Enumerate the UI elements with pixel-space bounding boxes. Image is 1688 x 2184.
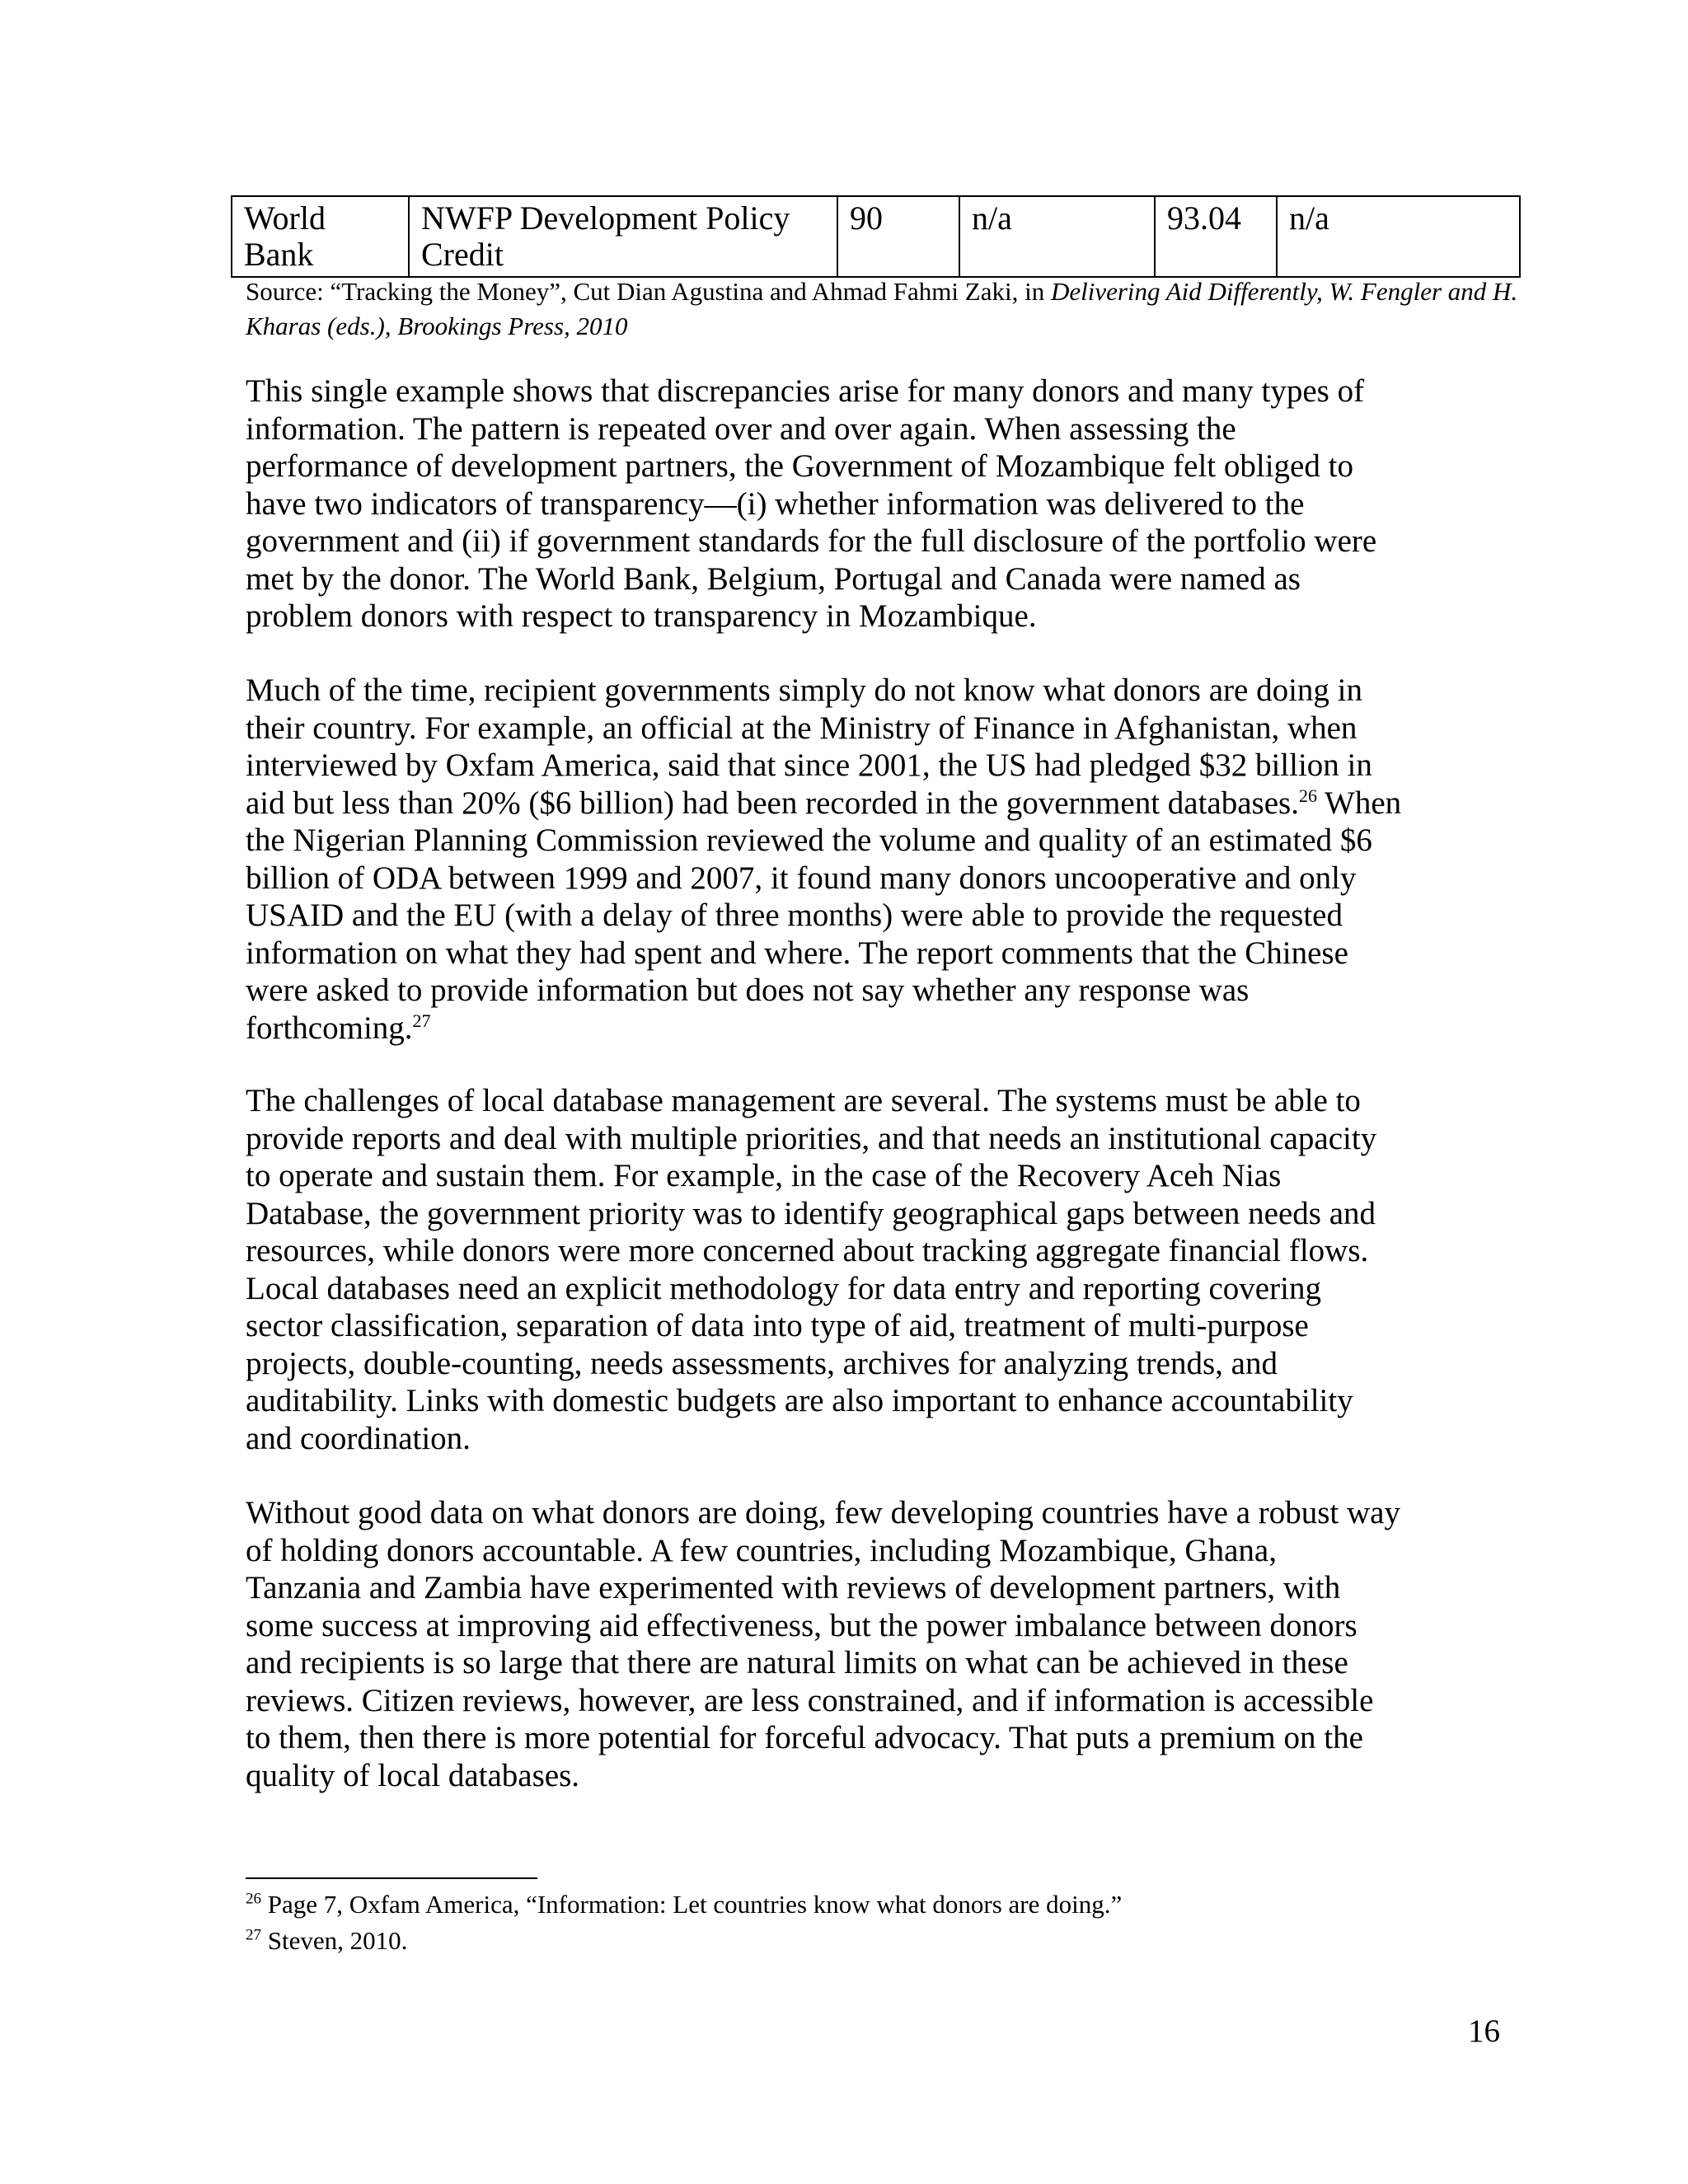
source-italic: Delivering Aid Differently, W. Fengler and H. Kharas (eds.), Brookings Press, 2010	[246, 277, 1518, 340]
cell-value-c: 93.04	[1155, 196, 1277, 277]
footnote-divider	[246, 1877, 537, 1879]
footnote-ref-26[interactable]: 26	[1298, 785, 1317, 806]
footnote-text: Steven, 2010.	[261, 1926, 408, 1955]
cell-value-b: n/a	[959, 196, 1155, 277]
paragraph-4: Without good data on what donors are doing, few developing countries have a robust way of holding donors accountable. A few countries, including Mozambique, Ghana, Tanzania and Zambia have experimented with reviews of development partners, with some success at improving aid effectiveness, but the power imbalance between donors and recipients is so large that there are natural limits on what can be achieved in these reviews. Citizen reviews, however, are less constrained, and if information is accessible to them, then there is more potential for forceful advocacy. That puts a premium on the quality of local databases.	[246, 1495, 1400, 1793]
cell-project: NWFP Development Policy Credit	[409, 196, 837, 277]
footnote-27	[246, 1925, 407, 1957]
footnote-number: 26	[246, 1890, 261, 1908]
table-row	[232, 196, 1520, 277]
table-source-note	[246, 274, 1531, 344]
source-prefix: Source: “Tracking the Money”, Cut Dian Agustina and Ahmad Fahmi Zaki, in	[246, 277, 1051, 306]
footnote-text: Page 7, Oxfam America, “Information: Let countries know what donors are doing.”	[261, 1890, 1123, 1919]
paragraph-3: The challenges of local database management are several. The systems must be able to provide reports and deal with multiple priorities, and that needs an institutional capacity to operate and sustain them. For example, in the case of the Recovery Aceh Nias Database, the government priority was to identify geographical gaps between needs and resources, while donors were more concerned about tracking aggregate financial flows. Local databases need an explicit methodology for data entry and reporting covering sector classification, separation of data into type of aid, treatment of multi-purpose projects, double-counting, needs assessments, archives for analyzing trends, and auditability. Links with domestic budgets are also important to enhance accountability and coordination.	[246, 1083, 1377, 1456]
paragraph-2	[246, 672, 1441, 1047]
paragraph-2-part-b: When the Nigerian Planning Commission reviewed the volume and quality of an estimated $6 billion of ODA between 1999 and 2007, it found many donors uncooperative and only USAID and the EU (with a delay of three months) were able to provide the requested information on what they had spent and where. The report comments that the Chinese were asked to provide information but does not say whether any response was forthcoming.	[246, 785, 1402, 1046]
cell-value-d: n/a	[1277, 196, 1520, 277]
footnote-number: 27	[246, 1926, 261, 1944]
cell-donor: World Bank	[232, 196, 409, 277]
paragraph-1: This single example shows that discrepancies arise for many donors and many types of information. The pattern is repeated over and over again. When assessing the performance of development partners, the Government of Mozambique felt obliged to have two indicators of transparency—(i) whether information was delivered to the government and (ii) if government standards for the full disclosure of the portfolio were met by the donor. The World Bank, Belgium, Portugal and Canada were named as problem donors with respect to transparency in Mozambique.	[246, 373, 1377, 634]
page-number: 16	[1468, 2013, 1500, 2049]
footnote-ref-27[interactable]: 27	[412, 1010, 431, 1031]
footnote-26	[246, 1889, 1122, 1920]
donor-data-table	[231, 195, 1521, 278]
cell-value-a: 90	[837, 196, 959, 277]
paragraph-2-part-a: Much of the time, recipient governments simply do not know what donors are doing in their country. For example, an official at the Ministry of Finance in Afghanistan, when interviewed by Oxfam America, said that since 2001, the US had pledged $32 billion in aid but less than 20% ($6 billion) had been recorded in the government databases.	[246, 673, 1372, 821]
